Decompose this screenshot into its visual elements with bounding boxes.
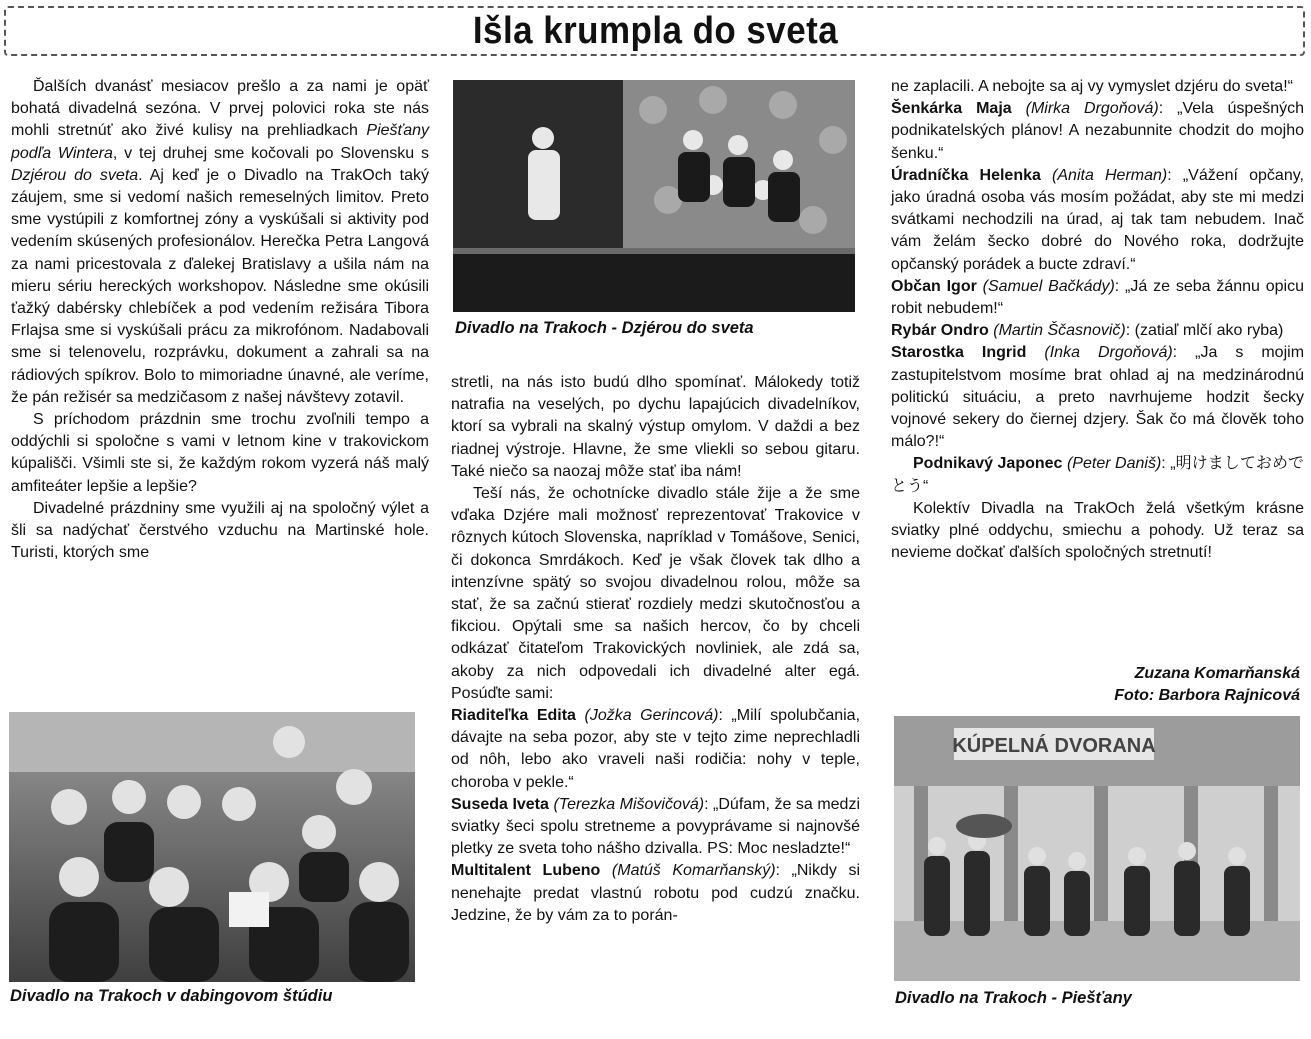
paragraph-1: Ďalších dvanásť mesiacov prešlo a za nami je opäť bohatá divadelná sezóna. V prvej polovici roka ste nás mohli stretnúť ako živé kulisy na prehliadkach Piešťany podľa Wintera, v tej druhej sme kočovali po Slovensku s Dzjérou do sveta. Aj keď je o Divadlo na TrakOch taký záujem, sme si vedomí našich remeselných limitov. Preto sme vystúpili z komfortnej zóny a vyskúšali si aktivity pod vedením skúsených profesionálov. Herečka Petra Langová za nami pricestovala z ďalekej Bratislavy a ušila nám na mieru sériu hereckých workshopov. Následne sme okúsili ťažký dabérsky chlebíček a pod vedením režisára Tibora Frlajsa sme si vyskúšali prácu za mikrofónom. Nadabovali sme si telenovelu, rozprávku, dokument a zahrali sa na rádiových spíkrov. Bolo to mimoriadne únavné, ale veríme, že pán režisér sa medzičasom z našej návštevy zotavil.: [11, 78, 429, 406]
photo-piestany-image: [894, 716, 1300, 981]
paragraph-cont: ne zaplacili. A nebojte sa aj vy vymyslet dzjéru do sveta!“: [891, 78, 1293, 95]
signature-block: [891, 663, 1300, 707]
author-name: Zuzana Komarňanská: [1134, 665, 1300, 682]
closing-paragraph: Kolektív Divadla na TrakOch želá všetkým krásne sviatky plné oddychu, smiechu a pohody. Už teraz sa nevieme dočkať ďalších spoločných stretnutí!: [891, 499, 1304, 562]
quote-iveta: Suseda Iveta (Terezka Mišovičová): „Dúfam, že sa medzi sviatky šeci spolu stretneme a povyprávame si najnovšé pletky ze sveta toho nášho dzivalla. PS: Moc nesladzte!“: [451, 795, 860, 858]
quote-japonec: Podnikavý Japonec (Peter Daniš): „明けましておめでとう“: [891, 455, 1305, 495]
quote-edita: Riaditeľka Edita (Jožka Gerincová): „Milí spolubčania, dávajte na seba pozor, aby ste v tejto zime neprechladli od nôh, lebo ako vraveli naši rodičia: nohy v teple, choroba v pekle.“: [451, 707, 861, 791]
caption-dzjerou: Divadlo na Trakoch - Dzjérou do sveta: [455, 319, 754, 337]
column-2: [451, 372, 860, 927]
paragraph-2: S príchodom prázdnin sme trochu zvoľnili tempo a oddýchli si spoločne s vami v letnom kine v trakovickom kúpališči. Všimli ste si, že každým rokom vyzerá náš malý amfiteáter lepšie a lepšie?: [11, 411, 429, 495]
italic-title-2: Dzjérou do sveta: [11, 166, 139, 184]
paragraph-5: Teší nás, že ochotnícke divadlo stále žije a že sme vďaka Dzjére mali možnosť reprezentovať Trakovice v rôznych kútoch Slovenska, napríklad v Tomášove, Senici, či dokonca Smrdákoch. Keď je však človek tak dlho a intenzívne spätý so svojou divadelnou rolou, môže sa stať, že sa začnú stierať rozdiely medzi skutočnosťou a fikciou. Opýtali sme sa našich hercov, čo by chceli odkázať čitateľom Trakovických novliniek, ale zdá sa, akoby za nich odpovedali ich divadelné alter egá. Posúďte sami:: [451, 485, 860, 702]
quote-igor: Občan Igor (Samuel Bačkády): „Já ze seba žánnu opicu robit nebudem!“: [891, 277, 1305, 318]
quote-ingrid: Starostka Ingrid (Inka Drgoňová): „Ja s mojim zastupitelstvom mosíme brat ohlad aj na medzinárodnú politickú situáciu, a preto navrhujeme hodzit šecky vojnové sekery do čiernej dzjery. Šak čo má člověk toho málo?!“: [891, 344, 1305, 451]
photo-piestany: [894, 716, 1300, 981]
photo-dabing-studio: [9, 712, 415, 982]
paragraph-3: Divadelné prázdniny sme využili aj na spoločný výlet a šli sa nadýchať čerstvého vzduchu na Martinské hole. Turisti, ktorých sme: [11, 499, 429, 562]
article-title: Išla krumpla do sveta: [472, 10, 839, 52]
quote-maja: Šenkárka Maja (Mirka Drgoňová): „Vela úspešných podnikatelských plánov! A nezabunnite chodzit do mojho šenku.“: [891, 100, 1305, 162]
photo-stage-image: [453, 80, 855, 312]
photo-dzjerou-do-sveta: [453, 80, 855, 312]
paragraph-4: stretli, na nás isto budú dlho spomínať. Málokedy totiž natrafia na veselých, po dychu lapajúcich divadelníkov, ktorí sa vybrali na skalný výstup omylom. V daždi a bez riadnej výstroje. Hlavne, že sme vliekli so sebou gitaru. Také niečo sa naozaj môže stať iba nám!: [451, 374, 860, 480]
caption-dabing: Divadlo na Trakoch v dabingovom štúdiu: [10, 987, 333, 1005]
italic-title-1: Piešťany podľa Wintera: [11, 122, 429, 162]
quote-helenka: Úradníčka Helenka (Anita Herman): „Vážení opčany, jako úradná osoba vás mosím požádat, aby ste mi medzi svátkami nechodzili na úrad, aj tak tam nebudem. Inač vám želám šecko dobré do Nového roka, dodržujte opčanský porádek a bucte zdraví.“: [891, 166, 1304, 273]
column-1: [11, 76, 429, 564]
column-3: [891, 76, 1304, 564]
quote-ondro: Rybár Ondro (Martin Ščasnovič): (zatiaľ mlčí ako ryba): [891, 322, 1284, 340]
caption-piestany: Divadlo na Trakoch - Piešťany: [895, 989, 1132, 1007]
quote-lubeno: Multitalent Lubeno (Matúš Komarňanský): „Nikdy si nenehajte predat vlastnú robotu pod cudzú značku. Jedzine, že by vám za to porán-: [451, 862, 861, 924]
dvorana-sign: KÚPELNÁ DVORANA: [952, 735, 1156, 757]
photo-dabing-image: [9, 712, 415, 982]
photo-credit: Foto: Barbora Rajnicová: [1114, 687, 1300, 704]
